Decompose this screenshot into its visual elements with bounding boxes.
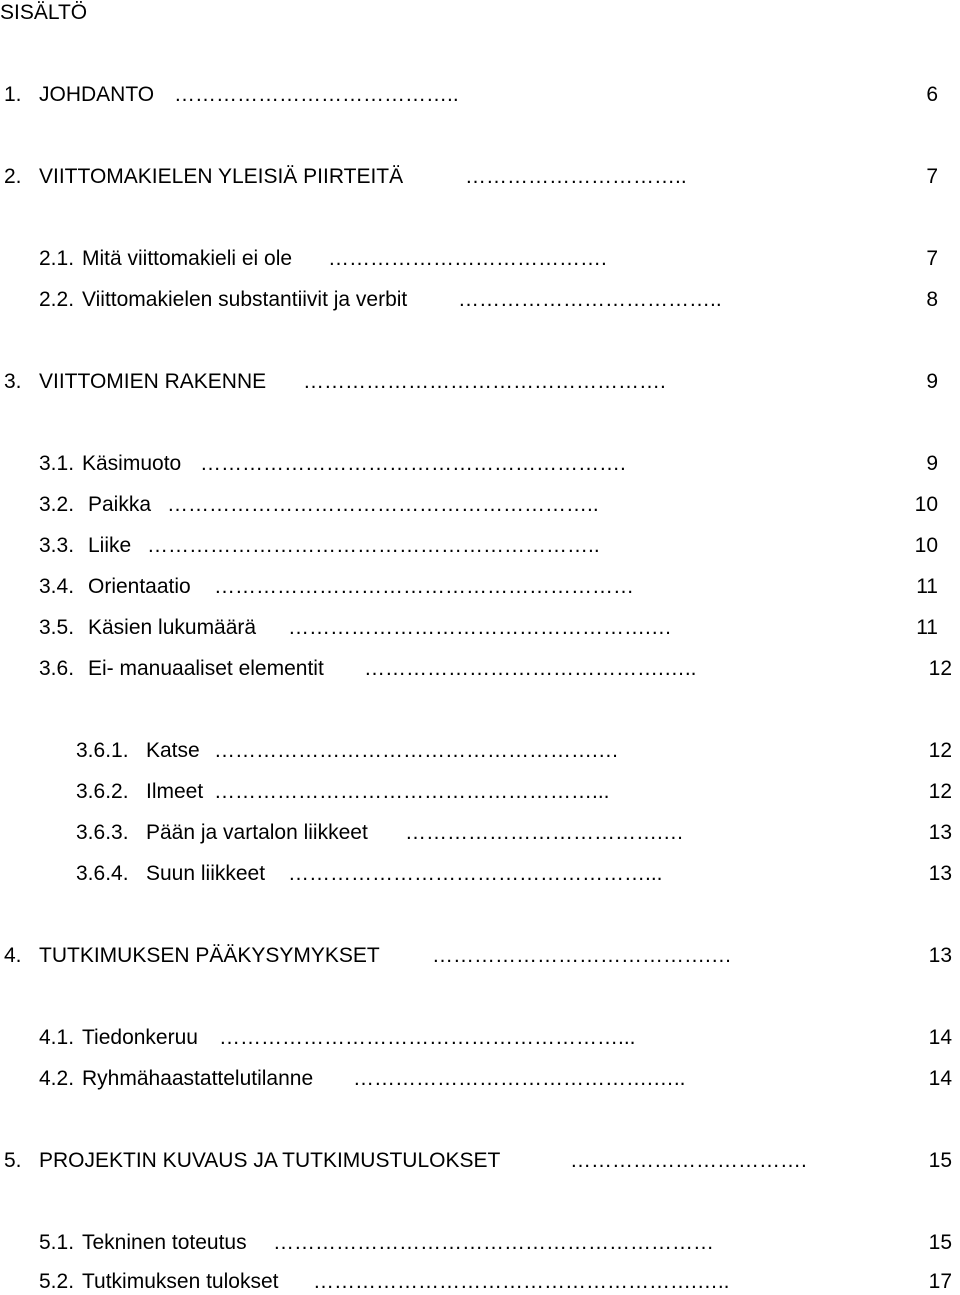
toc-leader: ……………………………………………………… [273,1231,714,1254]
toc-number: 3.3. [39,534,75,557]
toc-leader: ………………………….. [465,165,687,188]
toc-leader: ……………………………….… [405,821,684,844]
toc-leader: ……………………………………………….… [214,739,619,762]
toc-entry [0,246,960,272]
toc-page-number: 13 [928,944,952,967]
toc-page-number: 14 [928,1026,952,1049]
toc-page-number: 10 [914,493,938,516]
toc-leader: ………………………………….… [432,944,732,967]
toc-entry [0,82,960,108]
toc-entry [0,1066,960,1092]
toc-leader: …………………………………………………….. [167,493,599,516]
toc-title: Liike [88,534,132,557]
toc-title: PROJEKTIN KUVAUS JA TUTKIMUSTULOKSET [39,1149,501,1172]
toc-entry [0,492,960,518]
toc-page-number: 9 [926,452,938,475]
toc-entry [0,779,960,805]
toc-number: 3.6.3. [76,821,129,844]
toc-title: Ilmeet [146,780,204,803]
toc-leader: ……………………………. [570,1149,807,1172]
toc-number: 3.1. [39,452,75,475]
toc-number: 3.2. [39,493,75,516]
toc-title: Suun liikkeet [146,862,266,885]
toc-leader: ……………………………………………………….. [147,534,600,557]
toc-number: 3.4. [39,575,75,598]
toc-number: 5.2. [39,1270,75,1293]
toc-number: 4.2. [39,1067,75,1090]
toc-number: 3. [4,370,22,393]
toc-number: 2. [4,165,22,188]
toc-title: Ei- manuaaliset elementit [88,657,324,680]
toc-leader: ……………………………………………….….. [313,1270,730,1293]
toc-entry [0,574,960,600]
toc-number: 2.2. [39,288,75,311]
toc-number: 3.6.2. [76,780,129,803]
toc-entry [0,820,960,846]
toc-entry [0,164,960,190]
toc-entry [0,1230,960,1256]
toc-entry [0,1148,960,1174]
toc-title: Orientaatio [88,575,191,598]
toc-number: 4.1. [39,1026,75,1049]
toc-page-number: 10 [914,534,938,557]
toc-title: Katse [146,739,200,762]
toc-number: 4. [4,944,22,967]
toc-page-number: 7 [926,247,938,270]
toc-page-number: 17 [928,1270,952,1293]
toc-entry [0,451,960,477]
toc-page-number: 9 [926,370,938,393]
toc-leader: …………………………………. [328,247,607,270]
toc-title: Tekninen toteutus [82,1231,247,1254]
toc-page-number: 8 [926,288,938,311]
toc-number: 3.6.4. [76,862,129,885]
toc-number: 2.1. [39,247,75,270]
toc-title: Viittomakielen substantiivit ja verbit [82,288,408,311]
toc-number: 5. [4,1149,22,1172]
toc-leader: ……………………………………………... [288,862,663,885]
toc-number: 3.6. [39,657,75,680]
toc-number: 3.6.1. [76,739,129,762]
toc-leader: ……………………………………………………. [200,452,626,475]
toc-title: Mitä viittomakieli ei ole [82,247,293,270]
toc-page-number: 15 [928,1231,952,1254]
toc-leader: …………………………………………………... [219,1026,636,1049]
toc-number: 3.5. [39,616,75,639]
toc-page-number: 12 [928,739,952,762]
toc-page-number: 14 [928,1067,952,1090]
toc-page-number: 12 [928,780,952,803]
toc-title: Käsien lukumäärä [88,616,257,639]
toc-entry [0,533,960,559]
toc-page-number: 11 [916,616,938,639]
toc-leader: …………………………………………….… [288,616,672,639]
toc-leader: ………………………………….. [174,83,459,106]
toc-number: 1. [4,83,22,106]
toc-page-number: 7 [926,165,938,188]
toc-entry [0,1269,960,1295]
toc-leader: …………………………………….….. [353,1067,686,1090]
toc-entry [0,943,960,969]
toc-title: Pään ja vartalon liikkeet [146,821,368,844]
toc-title: Tutkimuksen tulokset [82,1270,279,1293]
toc-title: Ryhmähaastattelutilanne [82,1067,314,1090]
toc-page-number: 11 [916,575,938,598]
toc-heading: SISÄLTÖ [0,1,88,24]
toc-entry [0,287,960,313]
toc-entry [0,615,960,641]
toc-page-number: 12 [928,657,952,680]
toc-page-number: 6 [926,83,938,106]
toc-title: TUTKIMUKSEN PÄÄKYSYMYKSET [39,944,380,967]
toc-number: 5.1. [39,1231,75,1254]
toc-title: Paikka [88,493,152,516]
toc-entry [0,369,960,395]
toc-title: VIITTOMAKIELEN YLEISIÄ PIIRTEITÄ [39,165,404,188]
toc-entry [0,738,960,764]
toc-title: VIITTOMIEN RAKENNE [39,370,267,393]
toc-page-number: 13 [928,821,952,844]
toc-leader: …………………………………………………… [214,575,634,598]
toc-title: JOHDANTO [39,83,155,106]
toc-title: Käsimuoto [82,452,182,475]
toc-page-number: 15 [928,1149,952,1172]
toc-leader: ……………………………………………. [303,370,666,393]
toc-entry [0,656,960,682]
toc-title: Tiedonkeruu [82,1026,198,1049]
toc-leader: …………………………………….….. [364,657,697,680]
toc-page-number: 13 [928,862,952,885]
toc-entry [0,1025,960,1051]
toc-entry [0,861,960,887]
toc-leader: ………………………………………………... [214,780,610,803]
toc-leader: ……………………………….. [458,288,722,311]
